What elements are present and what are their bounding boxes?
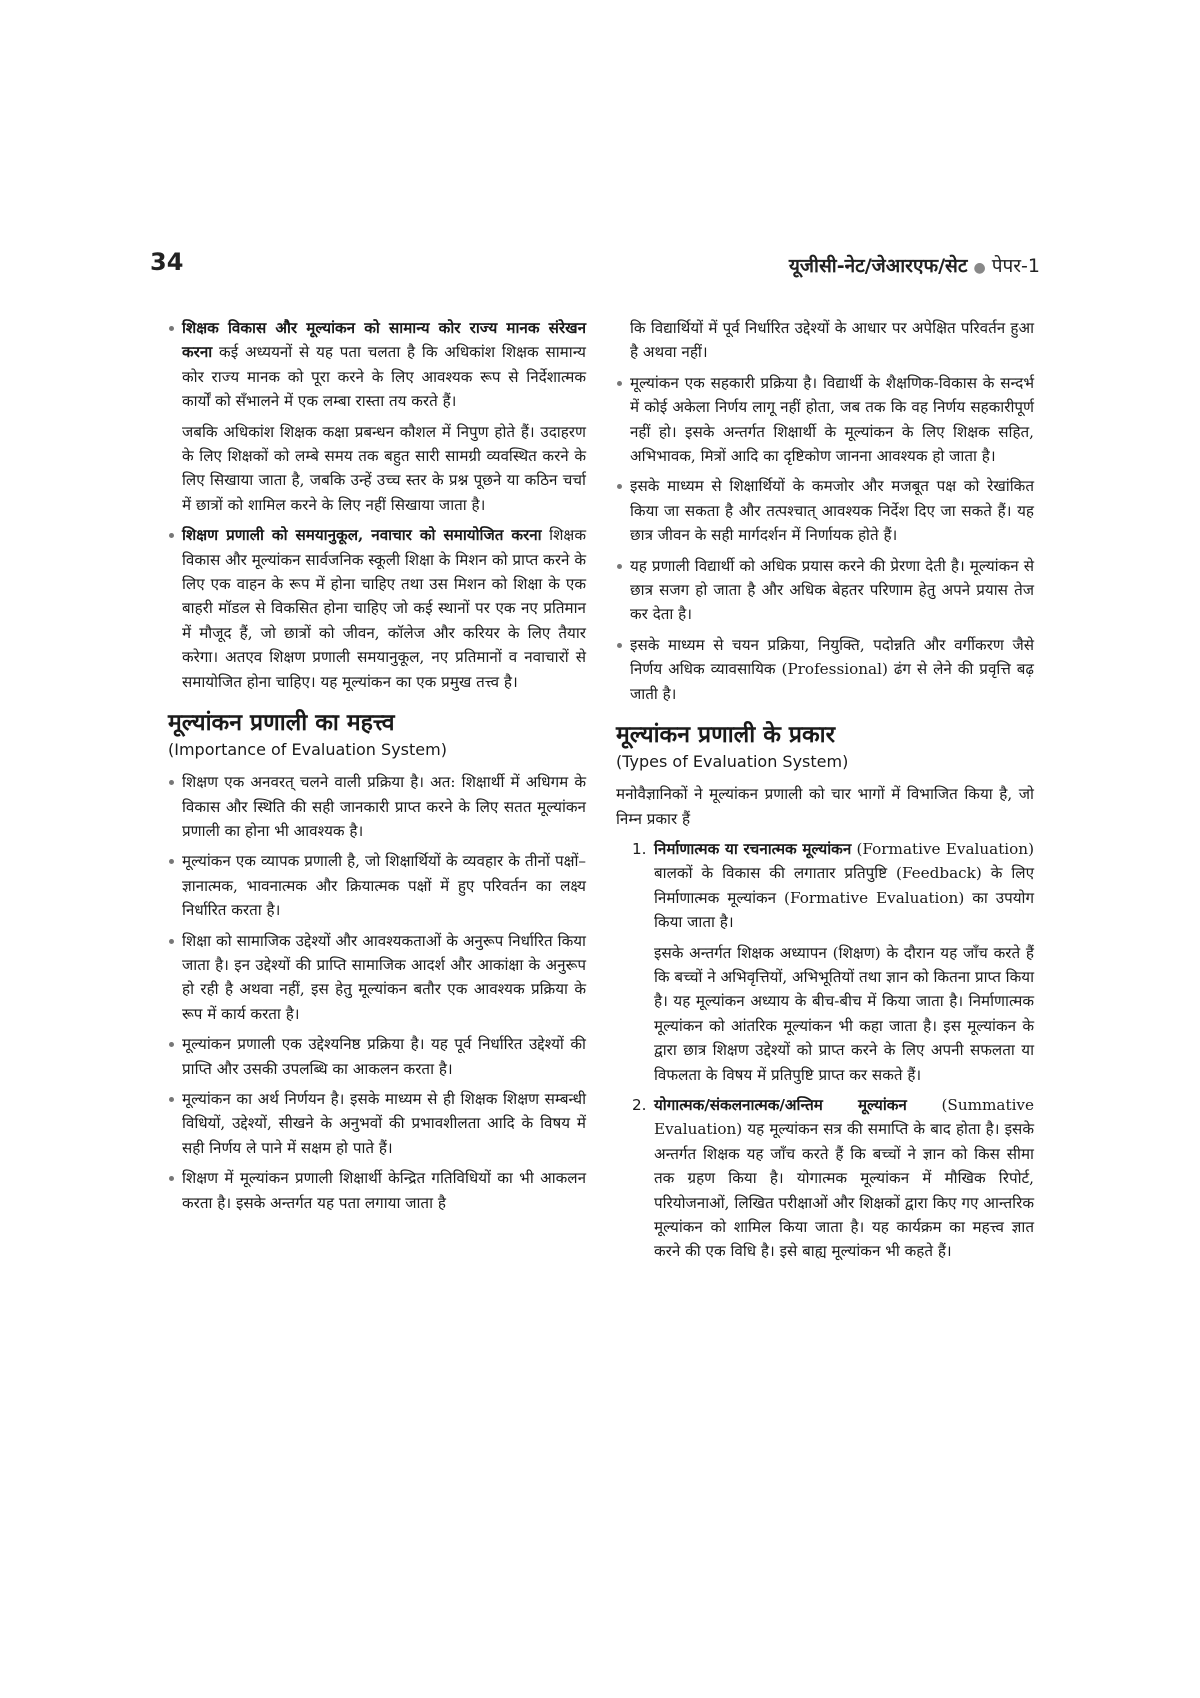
- bullet-paragraph: शिक्षण एक अनवरत् चलने वाली प्रक्रिया है। अत: शिक्षार्थी में अधिगम के विकास और स्थिति की सही जानकारी प्राप्त करने के लिए सतत मूल्यांकन प्रणाली का होना भी आवश्यक है।: [168, 770, 586, 843]
- bullet-paragraph: यह प्रणाली विद्यार्थी को अधिक प्रयास करने की प्रेरणा देती है। मूल्यांकन से छात्र सजग हो जाता है और अधिक बेहतर परिणाम हेतु अपने प्रयास तेज कर देता है।: [616, 554, 1034, 627]
- numbered-item: [616, 837, 1034, 935]
- bullet-text: कई अध्ययनों से यह पता चलता है कि अधिकांश शिक्षक सामान्य कोर राज्य मानक को पूरा करने के लिए आवश्यक रूप से निर्देशात्मक कार्यों को सँभालने में एक लम्बा रास्ता तय करते हैं।: [182, 343, 586, 411]
- bullet-paragraph: मूल्यांकन प्रणाली एक उद्देश्यनिष्ठ प्रक्रिया है। यह पूर्व निर्धारित उद्देश्यों की प्राप्ति और उसकी उपलब्धि का आकलन करता है।: [168, 1032, 586, 1081]
- left-column: [168, 316, 586, 1221]
- paragraph: जबकि अधिकांश शिक्षक कक्षा प्रबन्धन कौशल में निपुण होते हैं। उदाहरण के लिए शिक्षकों को लम्बे समय तक बहुत सारी सामग्री व्यवस्थित करने के लिए सिखाया जाता है, जबकि उन्हें उच्च स्तर के प्रश्न पूछने या कठिन चर्चा में छात्रों को शामिल करने के लिए नहीं सिखाया जाता है।: [182, 422, 586, 514]
- bullet-paragraph: इसके माध्यम से चयन प्रक्रिया, नियुक्ति, पदोन्नति और वर्गीकरण जैसे निर्णय अधिक व्यावसायिक (Professional) ढंग से लेने की प्रवृत्ति बढ़ जाती है।: [616, 633, 1034, 706]
- page-number: 34: [150, 248, 184, 276]
- numbered-item: [616, 1093, 1034, 1264]
- item-lead: योगात्मक/संकलनात्मक/अन्तिम मूल्यांकन: [654, 1095, 907, 1114]
- right-column: [616, 316, 1034, 1270]
- item-text: (Summative Evaluation) यह मूल्यांकन सत्र की समाप्ति के बाद होता है। इसके अन्तर्गत शिक्षक यह जाँच करते हैं कि बच्चों ने ज्ञान को किस सीमा तक ग्रहण किया है। योगात्मक मूल्यांकन में मौखिक रिपोर्ट, परियोजनाओं, लिखित परीक्षाओं और शिक्षकों द्वारा किए गए आन्तरिक मूल्यांकन को शामिल किया जाता है। यह कार्यक्रम का महत्त्व ज्ञात करने की एक विधि है। इसे बाह्य मूल्यांकन भी कहते हैं।: [654, 1095, 1034, 1261]
- item-number: 2.: [632, 1095, 647, 1114]
- running-header: [789, 252, 1040, 278]
- page-header: [150, 248, 1040, 288]
- intro-paragraph: मनोवैज्ञानिकों ने मूल्यांकन प्रणाली को चार भागों में विभाजित किया है, जो निम्न प्रकार हैं: [616, 785, 1034, 828]
- bullet-paragraph: शिक्षण में मूल्यांकन प्रणाली शिक्षार्थी केन्द्रित गतिविधियों का भी आकलन करता है। इसके अन्तर्गत यह पता लगाया जाता है: [168, 1166, 586, 1215]
- item-lead: निर्माणात्मक या रचनात्मक मूल्यांकन: [654, 839, 852, 858]
- item-text: (Formative Evaluation) बालकों के विकास की लगातार प्रतिपुष्टि (Feedback) के लिए निर्माणात्मक मूल्यांकन (Formative Evaluation) का उपयोग किया जाता है।: [654, 839, 1035, 932]
- bullet-lead: शिक्षक विकास और मूल्यांकन को सामान्य कोर राज्य मानक संरेखन करना: [182, 319, 586, 362]
- bullet-separator-icon: ●: [973, 260, 986, 276]
- bullet-paragraph: इसके माध्यम से शिक्षार्थियों के कमजोर और मजबूत पक्ष को रेखांकित किया जा सकता है और तत्पश्चात् आवश्यक निर्देश दिए जा सकते हैं। यह छात्र जीवन के सही मार्गदर्शन में निर्णायक होते हैं।: [616, 474, 1034, 547]
- continued-paragraph: कि विद्यार्थियों में पूर्व निर्धारित उद्देश्यों के आधार पर अपेक्षित परिवर्तन हुआ है अथवा नहीं।: [630, 319, 1034, 362]
- section-subheading: (Types of Evaluation System): [616, 752, 849, 772]
- bullet-paragraph: [168, 316, 586, 414]
- bullet-paragraph: मूल्यांकन एक सहकारी प्रक्रिया है। विद्यार्थी के शैक्षणिक-विकास के सन्दर्भ में कोई अकेला निर्णय लागू नहीं होता, जब तक कि वह निर्णय सहकारीपूर्ण नहीं हो। इसके अन्तर्गत शिक्षार्थी के मूल्यांकन के लिए शिक्षक सहित, अभिभावक, मित्रों आदि का दृष्टिकोण जानना आवश्यक हो जाता है।: [616, 371, 1034, 469]
- bullet-paragraph: मूल्यांकन का अर्थ निर्णयन है। इसके माध्यम से ही शिक्षक शिक्षण सम्बन्धी विधियों, उद्देश्यों, सीखने के अनुभवों की प्रभावशीलता आदि के विषय में सही निर्णय ले पाने में सक्षम हो पाते हैं।: [168, 1087, 586, 1160]
- bullet-paragraph: [168, 523, 586, 694]
- bullet-lead: शिक्षण प्रणाली को समयानुकूल, नवाचार को समायोजित करना: [182, 526, 542, 545]
- bullet-paragraph: मूल्यांकन एक व्यापक प्रणाली है, जो शिक्षार्थियों के व्यवहार के तीनों पक्षों–ज्ञानात्मक, भावनात्मक और क्रियात्मक पक्षों में हुए परिवर्तन का लक्ष्य निर्धारित करता है।: [168, 849, 586, 922]
- section-subheading: (Importance of Evaluation System): [168, 740, 447, 760]
- bullet-text: शिक्षक विकास और मूल्यांकन सार्वजनिक स्कूली शिक्षा के मिशन को प्राप्त करने के लिए एक वाहन के रूप में होना चाहिए तथा उस मिशन को शिक्षा के एक बाहरी मॉडल से विकसित होना चाहिए जो कई स्थानों पर एक नए प्रतिमान में मौजूद हैं, जो छात्रों को जीवन, कॉलेज और करियर के लिए तैयार करेगा। अतएव शिक्षण प्रणाली समयानुकूल, नए प्रतिमानों व नवाचारों से समायोजित होना चाहिए। यह मूल्यांकन का एक प्रमुख तत्त्व है।: [182, 526, 586, 691]
- item-number: 1.: [632, 839, 647, 858]
- section-heading: मूल्यांकन प्रणाली का महत्त्व: [168, 710, 395, 737]
- running-title: यूजीसी-नेट/जेआरएफ/सेट: [788, 255, 968, 277]
- paper-label: पेपर-1: [991, 255, 1040, 277]
- paragraph: इसके अन्तर्गत शिक्षक अध्यापन (शिक्षण) के दौरान यह जाँच करते हैं कि बच्चों ने अभिवृत्तियों, अभिभूतियों तथा ज्ञान को कितना प्राप्त किया है। यह मूल्यांकन अध्याय के बीच-बीच में किया जाता है। निर्माणात्मक मूल्यांकन को आंतरिक मूल्यांकन भी कहा जाता है। इस मूल्यांकन के द्वारा छात्र शिक्षण उद्देश्यों को प्राप्त करने के लिए अपनी सफलता या विफलता के विषय में प्रतिपुष्टि प्राप्त कर सकते हैं।: [654, 943, 1035, 1084]
- section-heading: मूल्यांकन प्रणाली के प्रकार: [616, 722, 836, 749]
- bullet-paragraph: शिक्षा को सामाजिक उद्देश्यों और आवश्यकताओं के अनुरूप निर्धारित किया जाता है। इन उद्देश्यों की प्राप्ति सामाजिक आदर्श और आकांक्षा के अनुरूप हो रही है अथवा नहीं, इस हेतु मूल्यांकन बतौर एक आवश्यक प्रक्रिया के रूप में कार्य करता है।: [168, 929, 586, 1027]
